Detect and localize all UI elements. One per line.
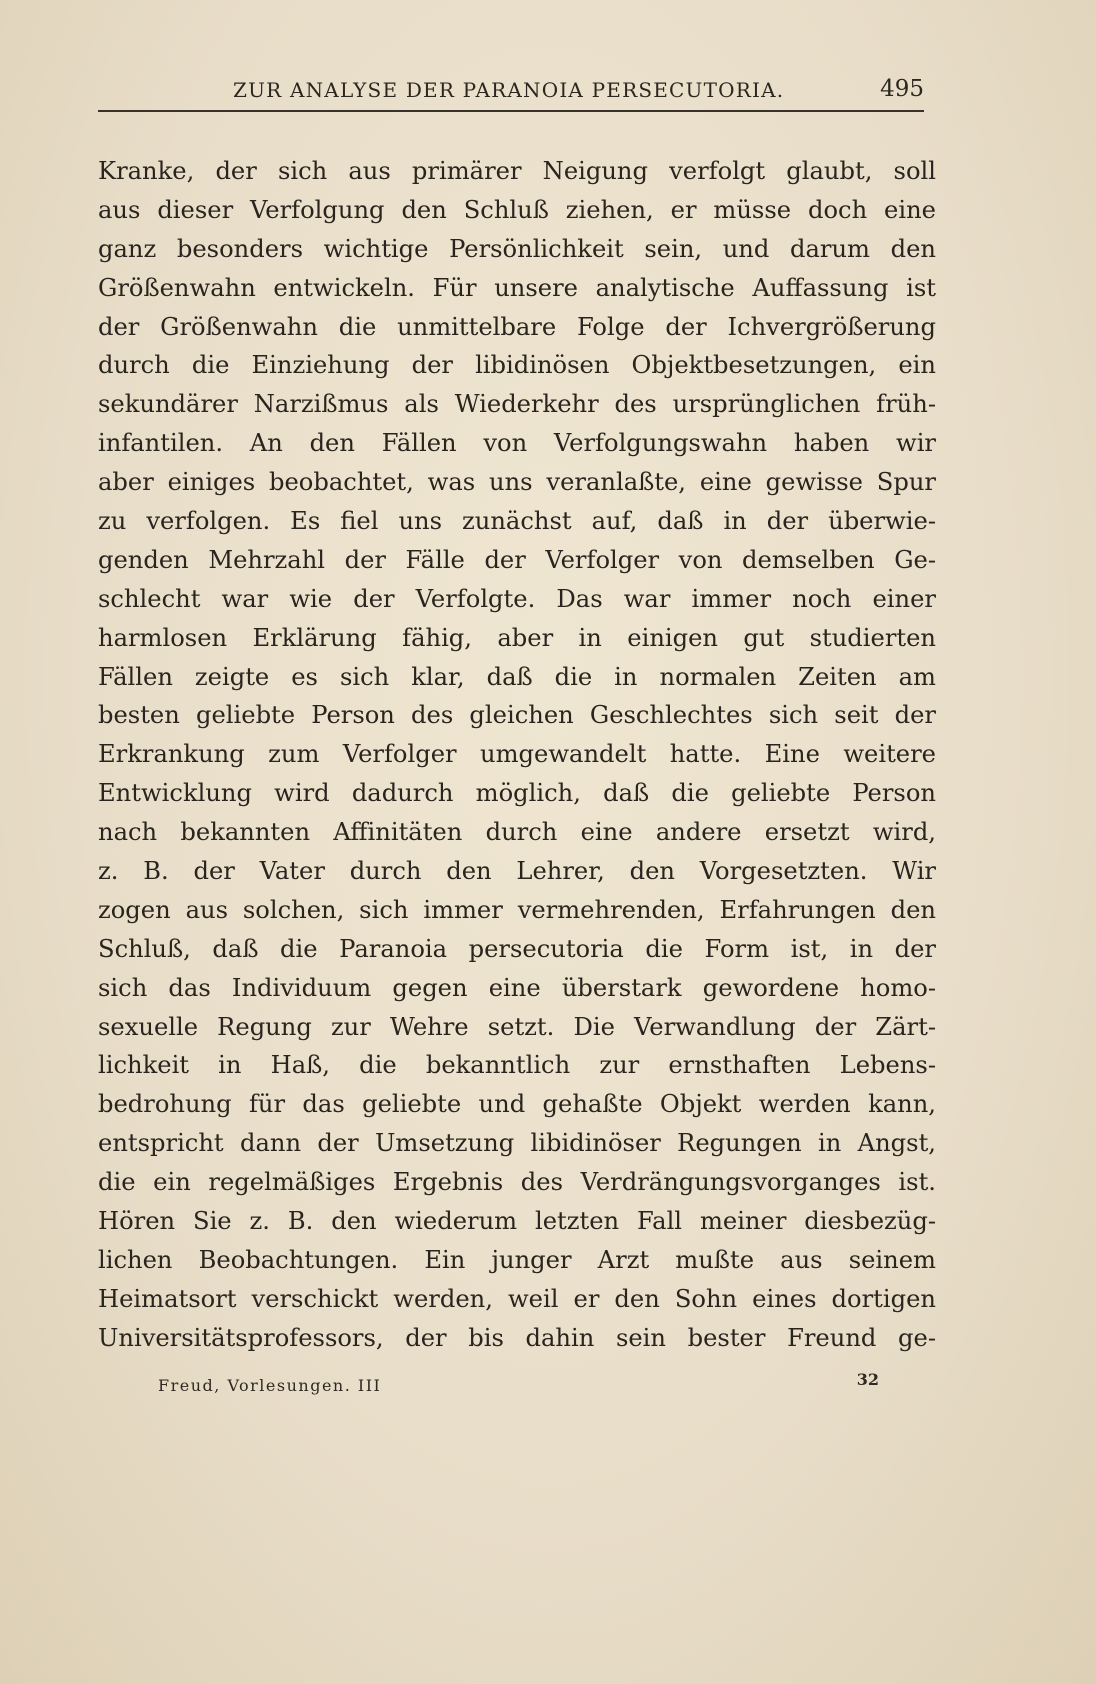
text-line: Größenwahn entwickeln. Für unsere analytische Auffassung ist xyxy=(98,273,936,302)
footer-signature: Freud, Vorlesungen. III xyxy=(158,1376,382,1395)
text-line: entspricht dann der Umsetzung libidinöser Regungen in Angst, xyxy=(98,1129,936,1158)
text-line: bedrohung für das geliebte und gehaßte Objekt werden kann, xyxy=(98,1090,936,1119)
text-line: Universitätsprofessors, der bis dahin sein bester Freund ge- xyxy=(98,1323,936,1352)
text-line: genden Mehrzahl der Fälle der Verfolger von demselben Ge- xyxy=(98,545,936,574)
text-line: Hören Sie z. B. den wiederum letzten Fall meiner diesbezüg- xyxy=(98,1207,936,1236)
text-line: der Größenwahn die unmittelbare Folge der Ichvergrößerung xyxy=(98,312,936,341)
text-line: infantilen. An den Fällen von Verfolgungswahn haben wir xyxy=(98,429,936,458)
page-header xyxy=(98,78,924,110)
text-line: harmlosen Erklärung fähig, aber in einigen gut studierten xyxy=(98,623,936,652)
text-line: durch die Einziehung der libidinösen Objektbesetzungen, ein xyxy=(98,351,936,380)
text-line: schlecht war wie der Verfolgte. Das war immer noch einer xyxy=(98,584,936,613)
body-text xyxy=(98,152,936,1358)
text-line: zogen aus solchen, sich immer vermehrenden, Erfahrungen den xyxy=(98,895,936,924)
text-line: nach bekannten Affinitäten durch eine andere ersetzt wird, xyxy=(98,818,936,847)
page-footer xyxy=(98,1370,924,1406)
page-number: 495 xyxy=(880,76,924,102)
text-line: z. B. der Vater durch den Lehrer, den Vorgesetzten. Wir xyxy=(98,857,936,886)
sheet-number: 32 xyxy=(856,1370,879,1389)
text-line: ganz besonders wichtige Persönlichkeit sein, und darum den xyxy=(98,234,936,263)
text-line: Entwicklung wird dadurch möglich, daß die geliebte Person xyxy=(98,779,936,808)
text-line: Kranke, der sich aus primärer Neigung verfolgt glaubt, soll xyxy=(98,157,936,185)
text-line: lichkeit in Haß, die bekanntlich zur ernsthaften Lebens- xyxy=(98,1051,936,1080)
running-head: ZUR ANALYSE DER PARANOIA PERSECUTORIA. xyxy=(233,78,785,102)
text-line: Schluß, daß die Paranoia persecutoria die Form ist, in der xyxy=(98,934,936,963)
text-line: sexuelle Regung zur Wehre setzt. Die Verwandlung der Zärt- xyxy=(98,1012,936,1041)
text-line: besten geliebte Person des gleichen Geschlechtes sich seit der xyxy=(98,701,936,730)
text-line: zu verfolgen. Es fiel uns zunächst auf, daß in der überwie- xyxy=(98,507,936,536)
text-line: die ein regelmäßiges Ergebnis des Verdrängungsvorganges ist. xyxy=(98,1168,936,1197)
text-line: aus dieser Verfolgung den Schluß ziehen, er müsse doch eine xyxy=(98,195,936,224)
text-line: lichen Beobachtungen. Ein junger Arzt mußte aus seinem xyxy=(98,1245,936,1274)
text-line: sekundärer Narzißmus als Wiederkehr des ursprünglichen früh- xyxy=(98,390,936,419)
header-rule xyxy=(98,110,924,112)
text-line: Fällen zeigte es sich klar, daß die in normalen Zeiten am xyxy=(98,662,936,691)
text-line: aber einiges beobachtet, was uns veranlaßte, eine gewisse Spur xyxy=(98,468,936,497)
text-line: Erkrankung zum Verfolger umgewandelt hatte. Eine weitere xyxy=(98,740,936,769)
text-line: Heimatsort verschickt werden, weil er den Sohn eines dortigen xyxy=(98,1284,936,1313)
text-line: sich das Individuum gegen eine überstark gewordene homo- xyxy=(98,973,936,1002)
